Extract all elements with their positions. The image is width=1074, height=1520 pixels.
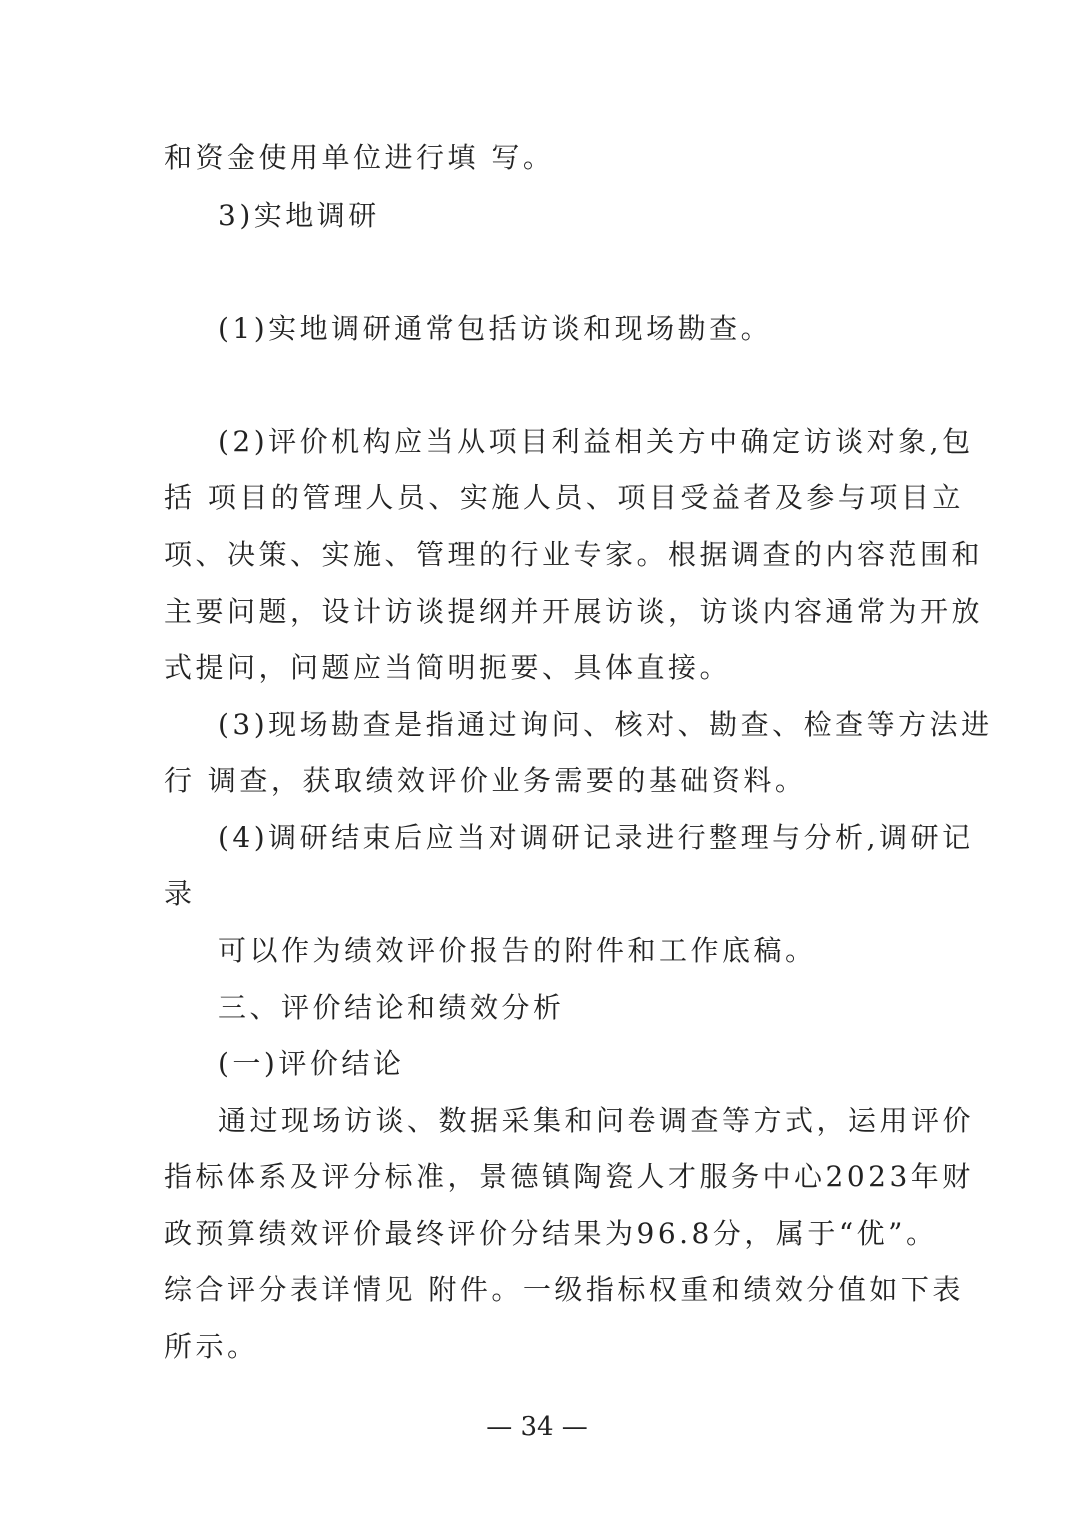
- body-line: 综合评分表详情见 附件。一级指标权重和绩效分值如下表: [164, 1273, 964, 1306]
- body-line: 政预算绩效评价最终评价分结果为96.8分，属于“优”。: [164, 1217, 938, 1250]
- subheading-field-research: 3)实地调研: [218, 199, 380, 232]
- body-line: (1)实地调研通常包括访谈和现场勘查。: [218, 312, 773, 345]
- body-line: 主要问题，设计访谈提纲并开展访谈，访谈内容通常为开放: [164, 595, 984, 628]
- body-line: 和资金使用单位进行填 写。: [164, 141, 555, 174]
- body-line: 通过现场访谈、数据采集和问卷调查等方式，运用评价: [218, 1104, 975, 1137]
- body-line: 所示。: [164, 1330, 259, 1363]
- body-line: (2)评价机构应当从项目利益相关方中确定访谈对象,包: [218, 425, 974, 458]
- section-heading: 三、评价结论和绩效分析: [218, 991, 565, 1024]
- body-line: 指标体系及评分标准，景德镇陶瓷人才服务中心2023年财: [164, 1160, 974, 1193]
- subsection-heading: (一)评价结论: [218, 1047, 405, 1080]
- page-number: — 34 —: [486, 1412, 588, 1442]
- body-line: 项、决策、实施、管理的行业专家。根据调查的内容范围和: [164, 538, 984, 571]
- body-line: 行 调查，获取绩效评价业务需要的基础资料。: [164, 764, 807, 797]
- body-line: (3)现场勘查是指通过询问、核对、勘查、检查等方法进: [218, 708, 993, 741]
- body-line: 括 项目的管理人员、实施人员、项目受益者及参与项目立: [164, 481, 964, 514]
- body-line: 式提问，问题应当简明扼要、具体直接。: [164, 651, 732, 684]
- body-line: (4)调研结束后应当对调研记录进行整理与分析,调研记: [218, 821, 974, 854]
- body-line: 可以作为绩效评价报告的附件和工作底稿。: [218, 934, 817, 967]
- body-line: 录: [164, 877, 196, 910]
